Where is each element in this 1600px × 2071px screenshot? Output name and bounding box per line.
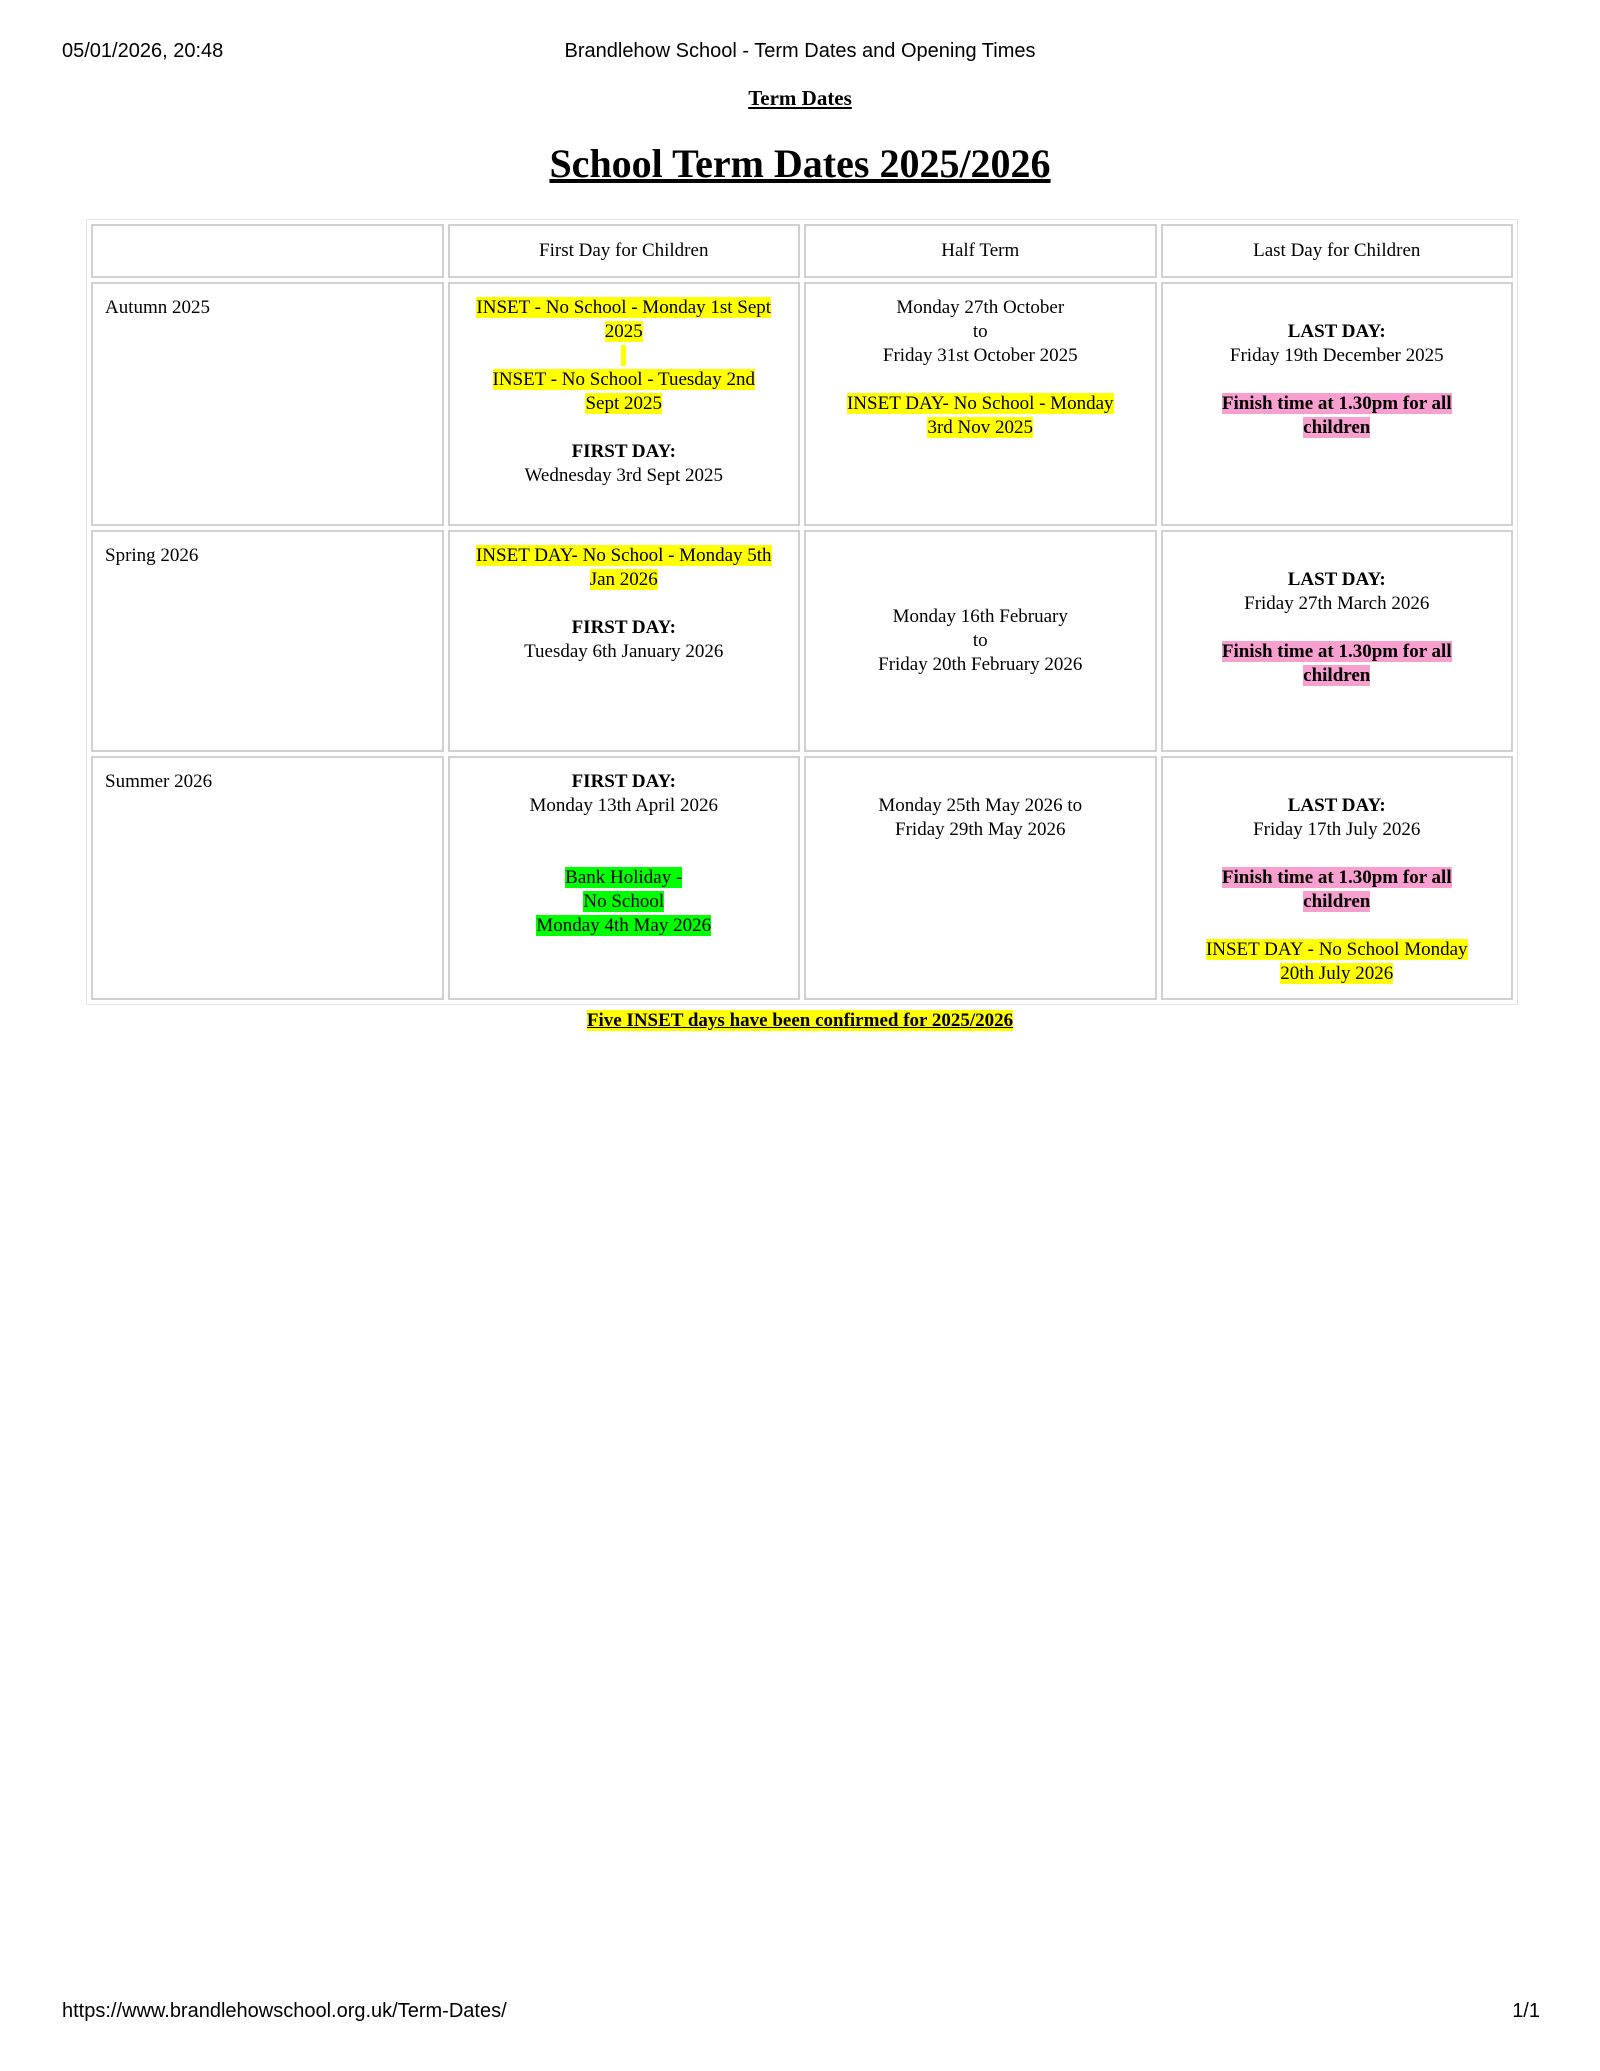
term-name-spring: Spring 2026 [91, 530, 444, 752]
term-name-summer: Summer 2026 [91, 756, 444, 1000]
bank-holiday-note: No School [583, 891, 665, 912]
half-term-end: Friday 31st October 2025 [882, 345, 1078, 366]
inset-note: 2025 [604, 321, 643, 342]
print-header [0, 40, 1600, 70]
spring-first-day-cell [448, 530, 801, 752]
inset-note: INSET DAY- No School - Monday [846, 393, 1114, 414]
half-term-start: Monday 27th October [896, 297, 1065, 318]
half-term-to: to [972, 321, 988, 342]
bank-holiday-note: Bank Holiday - [565, 867, 683, 888]
table-row-spring [91, 530, 1513, 752]
first-day-label: FIRST DAY: [571, 771, 676, 792]
term-dates-heading: Term Dates [748, 86, 852, 110]
print-datetime: 05/01/2026, 20:48 [62, 40, 224, 62]
inset-note: INSET - No School - Monday 1st Sept [476, 297, 772, 318]
spring-half-term-cell [804, 530, 1157, 752]
page-number: 1/1 [1512, 2000, 1540, 2022]
table-row-summer [91, 756, 1513, 1000]
first-day-date: Wednesday 3rd Sept 2025 [524, 465, 723, 486]
term-dates-table [86, 219, 1518, 1005]
inset-note: INSET DAY- No School - Monday 5th [475, 545, 772, 566]
summer-first-day-cell [448, 756, 801, 1000]
summer-half-term-cell [804, 756, 1157, 1000]
first-day-label: FIRST DAY: [571, 441, 676, 462]
highlight-spacer [621, 345, 626, 366]
header-last-day: Last Day for Children [1161, 224, 1514, 278]
header-half-term: Half Term [804, 224, 1157, 278]
inset-days-note-text: Five INSET days have been confirmed for 2025/2026 [586, 1010, 1014, 1031]
inset-note: Sept 2025 [585, 393, 663, 414]
last-day-date: Friday 27th March 2026 [1244, 593, 1430, 614]
last-day-label: LAST DAY: [1287, 321, 1386, 342]
bank-holiday-note: Monday 4th May 2026 [536, 915, 712, 936]
half-term-start: Monday 25th May 2026 to [878, 795, 1083, 816]
header-cell-empty [91, 224, 444, 278]
inset-note: INSET DAY - No School Monday [1205, 939, 1468, 960]
autumn-first-day-cell [448, 282, 801, 526]
spring-last-day-cell [1161, 530, 1514, 752]
finish-time-note: children [1303, 665, 1371, 686]
header-first-day: First Day for Children [448, 224, 801, 278]
summer-last-day-cell [1161, 756, 1514, 1000]
half-term-start: Monday 16th February [892, 606, 1068, 627]
inset-note: 3rd Nov 2025 [927, 417, 1034, 438]
inset-note: Jan 2026 [589, 569, 658, 590]
last-day-date: Friday 19th December 2025 [1229, 345, 1444, 366]
finish-time-note: Finish time at 1.30pm for all [1221, 393, 1452, 414]
page-title: School Term Dates 2025/2026 [549, 141, 1051, 186]
inset-note: INSET - No School - Tuesday 2nd [492, 369, 755, 390]
finish-time-note: children [1303, 891, 1371, 912]
page-url: https://www.brandlehowschool.org.uk/Term-Dates/ [62, 2000, 507, 2022]
last-day-label: LAST DAY: [1287, 569, 1386, 590]
inset-days-note [0, 1010, 1600, 1032]
last-day-date: Friday 17th July 2026 [1253, 819, 1421, 840]
inset-note: 20th July 2026 [1280, 963, 1394, 984]
term-name-autumn: Autumn 2025 [91, 282, 444, 526]
autumn-half-term-cell [804, 282, 1157, 526]
autumn-last-day-cell [1161, 282, 1514, 526]
first-day-date: Tuesday 6th January 2026 [524, 641, 724, 662]
finish-time-note: Finish time at 1.30pm for all [1221, 867, 1452, 888]
half-term-to: to [972, 630, 988, 651]
table-header-row [91, 224, 1513, 278]
finish-time-note: children [1303, 417, 1371, 438]
finish-time-note: Finish time at 1.30pm for all [1221, 641, 1452, 662]
print-footer [0, 2000, 1600, 2030]
first-day-date: Monday 13th April 2026 [529, 795, 718, 816]
half-term-end: Friday 20th February 2026 [878, 654, 1083, 675]
table-row-autumn [91, 282, 1513, 526]
print-page-title: Brandlehow School - Term Dates and Opening Times [564, 40, 1036, 62]
first-day-label: FIRST DAY: [571, 617, 676, 638]
last-day-label: LAST DAY: [1287, 795, 1386, 816]
half-term-end: Friday 29th May 2026 [895, 819, 1066, 840]
